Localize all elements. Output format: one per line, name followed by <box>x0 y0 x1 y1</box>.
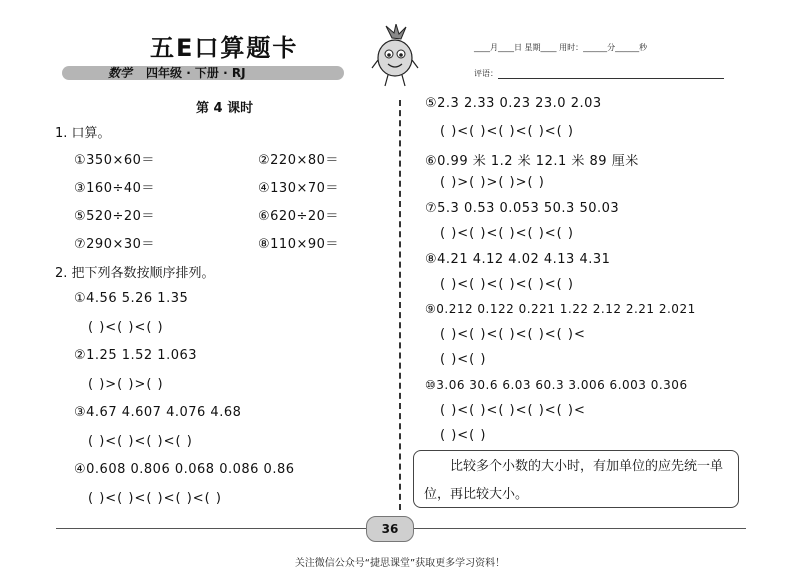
q1-item: ⑥620÷20＝ <box>258 209 339 224</box>
q2-answer-blanks[interactable]: ( )<( ) <box>440 352 487 367</box>
q1-item: ④130×70＝ <box>258 181 339 196</box>
q1-item: ②220×80＝ <box>258 153 339 168</box>
q1-heading: 1. 口算。 <box>55 126 111 141</box>
q1-item: ⑦290×30＝ <box>74 237 155 252</box>
grade-label: 四年级 · 下册 · RJ <box>146 66 246 80</box>
q2-numbers: ⑩3.06 30.6 6.03 60.3 3.006 6.003 0.306 <box>425 378 688 392</box>
q2-answer-blanks[interactable]: ( )>( )>( )>( ) <box>440 175 545 190</box>
comment-label: 评语： <box>474 69 498 78</box>
q2-answer-blanks[interactable]: ( )<( )<( )<( )<( )< <box>440 327 586 342</box>
q2-answer-blanks[interactable]: ( )<( )<( )<( )<( ) <box>440 124 574 139</box>
q2-numbers: ②1.25 1.52 1.063 <box>74 348 198 363</box>
q1-item: ①350×60＝ <box>74 153 155 168</box>
q2-numbers: ⑨0.212 0.122 0.221 1.22 2.12 2.21 2.021 <box>425 302 696 316</box>
lesson-title: 第 4 课时 <box>196 101 254 116</box>
q2-answer-blanks[interactable]: ( )<( )<( )<( )<( ) <box>88 491 222 506</box>
q2-answer-blanks[interactable]: ( )<( )<( )<( )<( ) <box>440 277 574 292</box>
q2-answer-blanks[interactable]: ( )<( ) <box>440 428 487 443</box>
subject-label: 数学 <box>108 66 133 80</box>
page-number: 36 <box>366 516 414 542</box>
q2-answer-blanks[interactable]: ( )<( )<( ) <box>88 320 164 335</box>
q2-numbers: ⑦5.3 0.53 0.053 50.3 50.03 <box>425 201 620 216</box>
q2-numbers: ①4.56 5.26 1.35 <box>74 291 189 306</box>
tip-box: 比较多个小数的大小时，有加单位的应先统一单位，再比较大小。 <box>413 450 739 508</box>
subject-info <box>108 64 246 81</box>
card-title: 五E口算题卡 <box>150 34 299 62</box>
radish-mascot-icon <box>370 24 420 88</box>
q2-numbers: ⑥0.99 米 1.2 米 12.1 米 89 厘米 <box>425 154 639 169</box>
q2-numbers: ④0.608 0.806 0.068 0.086 0.86 <box>74 462 295 477</box>
q1-item: ⑧110×90＝ <box>258 237 339 252</box>
column-divider <box>399 100 401 510</box>
footer-note: 关注微信公众号“捷思课堂”获取更多学习资料！ <box>294 558 506 569</box>
q1-item: ③160÷40＝ <box>74 181 155 196</box>
q2-numbers: ⑧4.21 4.12 4.02 4.13 4.31 <box>425 252 611 267</box>
q2-numbers: ③4.67 4.607 4.076 4.68 <box>74 405 242 420</box>
date-time-line: ____月____日 星期____ 用时：______分______秒 <box>474 43 648 52</box>
q2-answer-blanks[interactable]: ( )<( )<( )<( ) <box>88 434 193 449</box>
q2-numbers: ⑤2.3 2.33 0.23 23.0 2.03 <box>425 96 602 111</box>
q2-answer-blanks[interactable]: ( )<( )<( )<( )<( )< <box>440 403 586 418</box>
q2-heading: 2. 把下列各数按顺序排列。 <box>55 266 215 281</box>
q1-item: ⑤520÷20＝ <box>74 209 155 224</box>
q2-answer-blanks[interactable]: ( )>( )>( ) <box>88 377 164 392</box>
q2-answer-blanks[interactable]: ( )<( )<( )<( )<( ) <box>440 226 574 241</box>
comment-row <box>474 68 724 79</box>
comment-field[interactable] <box>498 69 724 79</box>
